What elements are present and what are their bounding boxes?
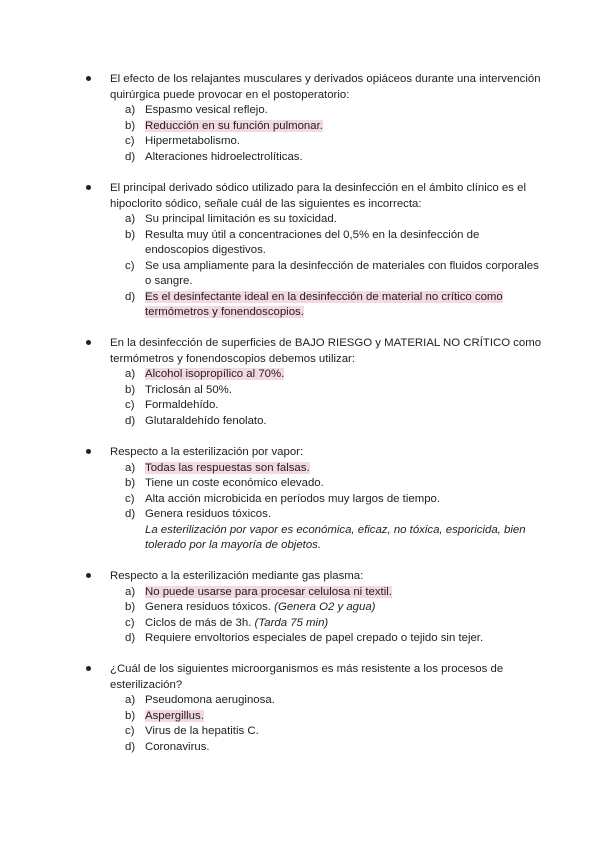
bullet-icon: [86, 449, 91, 454]
option-annotation: (Genera O2 y agua): [274, 601, 376, 613]
question-1: [86, 72, 546, 165]
highlighted-answer: Alcohol isopropílico al 70%.: [145, 368, 285, 380]
option-a: a) No puede usarse para procesar celulosa ni textil.: [125, 585, 392, 598]
highlighted-answer: No puede usarse para procesar celulosa ni textil.: [145, 585, 392, 598]
options-list: [86, 367, 546, 429]
option-a: a) Espasmo vesical reflejo.: [125, 104, 268, 116]
bullet-icon: [86, 185, 91, 190]
option-b: b) Tiene un coste económico elevado.: [125, 477, 324, 489]
question-stem: En la desinfección de superficies de BAJO RIESGO y MATERIAL NO CRÍTICO como termómetros y fonendoscopios debemos utilizar:: [110, 337, 542, 365]
option-a: a) Su principal limitación es su toxicidad.: [125, 213, 337, 225]
option-c: c) Alta acción microbicida en períodos muy largos de tiempo.: [125, 492, 441, 505]
option-b: b) Triclosán al 50%.: [125, 383, 232, 396]
option-a: a) Alcohol isopropílico al 70%.: [125, 368, 285, 380]
options-list: [86, 212, 546, 321]
explanation-note: La esterilización por vapor es económica, eficaz, no tóxica, esporicida, bien tolerado por la mayoría de objetos.: [145, 523, 526, 551]
question-6: [86, 662, 546, 755]
option-d: d) Alteraciones hidroelectrolíticas.: [125, 150, 303, 163]
highlighted-answer: Todas las respuestas son falsas.: [145, 461, 310, 474]
options-list: [86, 693, 546, 755]
option-b: b) Resulta muy útil a concentraciones del 0,5% en la desinfección de endoscopios digestivos.: [125, 228, 480, 256]
option-c: c) Hipermetabolismo.: [125, 135, 240, 147]
question-4: [86, 445, 546, 554]
question-stem: ¿Cuál de los siguientes microorganismos es más resistente a los procesos de esterilización?: [110, 663, 504, 691]
option-b: b) Aspergillus.: [125, 709, 204, 722]
highlighted-answer: Reducción en su función pulmonar.: [145, 119, 323, 132]
option-a: a) Todas las respuestas son falsas.: [125, 461, 310, 474]
option-c: c) Virus de la hepatitis C.: [125, 725, 259, 737]
option-d: d) Genera residuos tóxicos.: [125, 508, 271, 520]
bullet-icon: [86, 340, 91, 345]
option-d: d) Coronavirus.: [125, 740, 210, 753]
question-3: [86, 336, 546, 429]
highlighted-answer: Es el desinfectante ideal en la desinfección de material no crítico como termómetros y fonendoscopios.: [145, 290, 503, 318]
option-b: b) Reducción en su función pulmonar.: [125, 119, 323, 132]
option-c: c) Formaldehído.: [125, 399, 219, 411]
option-b: b) Genera residuos tóxicos. (Genera O2 y agua): [125, 601, 376, 613]
option-c: c) Ciclos de más de 3h. (Tarda 75 min): [125, 616, 329, 629]
options-list: [86, 461, 546, 523]
question-stem: El efecto de los relajantes musculares y derivados opiáceos durante una intervención quirúrgica puede provocar en el postoperatorio:: [110, 73, 541, 101]
option-c: c) Se usa ampliamente para la desinfección de materiales con fluidos corporales o sangre.: [125, 259, 539, 287]
option-a: a) Pseudomona aeruginosa.: [125, 694, 275, 706]
question-5: [86, 569, 546, 647]
bullet-icon: [86, 76, 91, 81]
question-2: [86, 181, 546, 321]
options-list: [86, 585, 546, 647]
question-stem: Respecto a la esterilización por vapor:: [110, 446, 304, 458]
question-stem: El principal derivado sódico utilizado para la desinfección en el ámbito clínico es el hipoclorito sódico, señale cuál de las siguientes es incorrecta:: [110, 182, 526, 210]
option-d: d) Requiere envoltorios especiales de papel crepado o tejido sin tejer.: [125, 632, 484, 644]
options-list: [86, 103, 546, 165]
option-d: d) Es el desinfectante ideal en la desinfección de material no crítico como termómetros y fonendoscopios.: [125, 290, 503, 318]
bullet-icon: [86, 666, 91, 671]
bullet-icon: [86, 573, 91, 578]
option-d: d) Glutaraldehído fenolato.: [125, 414, 267, 427]
question-stem: Respecto a la esterilización mediante gas plasma:: [110, 570, 364, 582]
option-annotation: (Tarda 75 min): [254, 616, 329, 629]
highlighted-answer: Aspergillus.: [145, 709, 204, 722]
